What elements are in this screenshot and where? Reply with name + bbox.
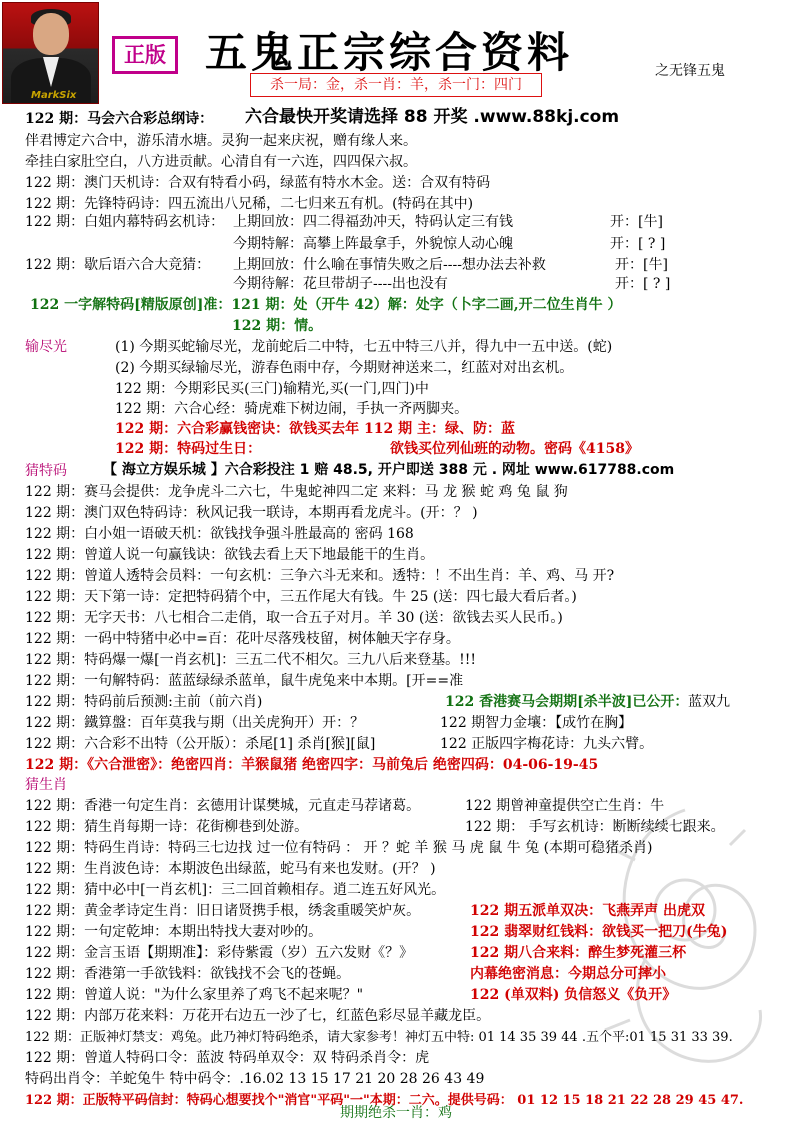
text-line: 内幕绝密消息：今期总分可摔小 <box>470 966 666 982</box>
text-line: 122 期：特码生肖诗：特码三七边找 过一位有特码 ： 开 ？蛇 羊 猴 马 虎 鼠 牛 兔 (本期可稳猪杀肖) <box>25 840 653 856</box>
text-line: 122 期：天下第一诗：定把特码猜个中，三五作尾大有钱。牛 25 (送：四七最大看后者。) <box>25 589 577 605</box>
portrait-caption: MarkSix <box>31 90 77 101</box>
authentic-stamp: 正版 <box>112 36 178 74</box>
text-line: 122 期智力金壤：【成竹在胸】 <box>440 715 633 731</box>
text-line: 122 期：白姐内幕特码玄机诗： <box>25 214 225 230</box>
text-line: 开：[ ? ] <box>610 236 666 252</box>
text-line: 122 翡翠财红钱料：欲钱买一把刀(牛兔) <box>470 924 728 940</box>
text-line: 122 期：先锋特码诗：四五流出八兄稀，二七归来五有机。(特码在其中) <box>25 196 474 212</box>
text-line: 122 一字解特码[精版原创]准：121 期：处（开牛 42）解：处字（卜字二画,开二位生肖牛 ） <box>30 297 622 313</box>
text-line: 122 期：澳门天机诗：合双有特看小码，绿蓝有特水木金。送：合双有特码 <box>25 175 491 191</box>
text-line: 122 期：特码前后预测:主前（前六肖) <box>25 694 263 710</box>
ad-banner-617788: 【 海立方娱乐城 】六合彩投注 1 赔 48.5, 开户即送 388 元 . 网址 www.617788.com <box>103 462 675 478</box>
text-line: 122 期： 手写玄机诗：断断续续七跟来。 <box>465 819 725 835</box>
text-line: 122 期：正版特平码信封：特码心想要找个"消官"平码"一"本期：二六。提供号码： 01 12 15 18 21 22 28 29 45 47. <box>25 1093 744 1108</box>
section-heading: 输尽光 <box>25 339 67 355</box>
text-line: 122 期：一码中特猪中必中=百：花叶尽落残枝留，树体触天字存身。 <box>25 631 460 647</box>
text-line: 122 期：黄金孝诗定生肖：旧日诸贤携手根，绣衾重暖笑炉灰。 <box>25 903 421 919</box>
text-line: 上期回放：四二得福劲冲天，特码认定三有钱 <box>233 214 513 230</box>
text-line: 蓝双九 <box>688 694 730 710</box>
text-line: 122 期：白小姐一语破天机：欲钱找争强斗胜最高的 密码 168 <box>25 526 414 542</box>
text-line: 122 期：曾道人说一句赢钱诀：欲钱去看上天下地最能干的生肖。 <box>25 547 435 563</box>
ad-banner-88kj: 六合最快开奖请选择 88 开奖 .www.88kj.com <box>245 107 620 127</box>
text-line: 122 期：内部万花来料：万花开右边五一沙了七，红蓝色彩尽显羊藏龙臣。 <box>25 1008 491 1024</box>
text-line: 122 期：香港一句定生肖：玄德用计谋樊城，元直走马荐诸葛。 <box>25 798 421 814</box>
text-line: 122 期：特码过生日： <box>115 441 262 457</box>
text-line: 122 期：六合彩不出特（公开版）：杀尾[1] 杀肖[猴][鼠] <box>25 736 376 752</box>
text-line: 122 期：六合心经：骑虎难下树边闹，手执一齐两脚夹。 <box>115 401 469 417</box>
text-line: 122 期：金言玉语【期期准】：彩侍紫霞（岁）五六发财《？》 <box>25 945 414 961</box>
section-heading: 猜特码 <box>25 463 67 479</box>
text-line: 122 期：一句定乾坤：本期出特找大妻对吵的。 <box>25 924 323 940</box>
author-portrait <box>2 2 99 104</box>
text-line: 开：[牛] <box>610 214 663 230</box>
text-line: 122 正版四字梅花诗：九头六臂。 <box>440 736 654 752</box>
text-line: (1) 今期买蛇输尽光，龙前蛇后二中特，七五中特三八并，得九中一五中送。(蛇) <box>115 339 613 355</box>
text-line: 开：[牛] <box>615 257 668 273</box>
text-line: 122 期：曾道人透特会员料：一句玄机：三争六斗无来和。透特：！不出生肖：羊、鸡、马 开? <box>25 568 615 584</box>
text-line: 122 期：生肖波色诗：本期波色出绿蓝，蛇马有来也发财。(开？ ) <box>25 861 436 877</box>
text-line: 特码出肖令：羊蛇兔牛 特中码令：.16.02 13 15 17 21 20 28 26 43 49 <box>25 1071 485 1087</box>
text-line: 122 期：歇后语六合大竞猜： <box>25 257 211 273</box>
text-line: 122 期：情。 <box>232 318 323 334</box>
text-line: 122 期：无字天书：八七相合二走俏，取一合五子对月。羊 30 (送：欲钱去买人民币。) <box>25 610 563 626</box>
text-line: 牵挂白家肚空白，八方进贡献。心清自有一六连，四四保六叔。 <box>25 154 417 170</box>
text-line: 开：[ ? ] <box>615 276 671 292</box>
text-line: 上期回放：什么喻在事情失败之后----想办法去补救 <box>233 257 546 273</box>
text-line: 122 期：澳门双色特码诗：秋风记我一联诗，本期再看龙虎斗。(开：？ ) <box>25 505 478 521</box>
text-line: 伴君博定六合中，游乐清水塘。灵狗一起来庆祝，赠有缘人来。 <box>25 133 417 149</box>
page-title: 五鬼正宗综合资料 <box>205 28 574 77</box>
text-line: 122 (单双料) 负信怒义《负开》 <box>470 987 677 1003</box>
text-line: 122 期：特码爆一爆[一肖玄机]：三五二代不相欠。三九八后来登基。!!! <box>25 652 476 668</box>
text-line: 122 期：一句解特码：蓝蓝绿绿杀蓝单，鼠牛虎兔来中本期。[开==准 <box>25 673 464 689</box>
kill-summary-box: 杀一局：金，杀一肖：羊，杀一门：四门 <box>250 73 542 97</box>
text-line: 122 期：马会六合彩总纲诗： <box>25 111 214 127</box>
text-line: 今期待解：花旦带胡子----出也没有 <box>233 276 448 292</box>
text-line: 期期绝杀一肖：鸡 <box>340 1105 452 1121</box>
text-line: 122 期：香港第一手欲钱料：欲钱找不会飞的苍蝇。 <box>25 966 351 982</box>
text-line: 122 期曾神童提供空亡生肖：牛 <box>465 798 665 814</box>
text-line: 欲钱买位列仙班的动物。密码《4158》 <box>390 441 639 457</box>
text-line: 122 期八合来料：醉生梦死灌三杯 <box>470 945 687 961</box>
text-line: (2) 今期买绿输尽光，游春色雨中存，今期财神送来二，红蓝对对出玄机。 <box>115 360 574 376</box>
text-line: 122 期：曾道人特码口令：蓝波 特码单双令：双 特码杀肖令：虎 <box>25 1050 430 1066</box>
text-line: 122 期：曾道人说："为什么家里养了鸡飞不起来呢？" <box>25 987 364 1003</box>
section-heading: 猜生肖 <box>25 777 67 793</box>
text-line: 122 期五派单双决：飞燕弄声 出虎双 <box>470 903 705 919</box>
author-name: 之无锋五鬼 <box>655 63 725 79</box>
text-line: 122 期：猜中必中[一肖玄机]：三二回首赖相存。逍二连五好风光。 <box>25 882 446 898</box>
text-line: 122 期：今期彩民买(三门)输精光,买(一门,四门)中 <box>115 381 429 397</box>
text-line: 122 期：赛马会提供：龙争虎斗二六七，牛鬼蛇神四二定 来料：马 龙 猴 蛇 鸡 兔 鼠 狗 <box>25 484 568 500</box>
text-line: 122 期：《六合泄密》：绝密四肖：羊猴鼠猪 绝密四字：马前兔后 绝密四码：04-06-19-45 <box>25 757 599 773</box>
text-line: 122 期：六合彩赢钱密诀：欲钱买去年 112 期 主：绿、防：蓝 <box>115 421 515 437</box>
text-line: 122 期：猜生肖每期一诗：花街柳巷到处游。 <box>25 819 309 835</box>
text-line: 122 期：正版神灯禁支：鸡兔。此乃神灯特码绝杀，请大家参考！神灯五中特: 01 14 35 39 44 .五个平:01 15 31 33 39. <box>25 1030 733 1045</box>
text-line: 122 期：鐵算盤：百年莫我与期（出关虎狗开）开：？ <box>25 715 365 731</box>
text-line: 今期特解：高攀上阵最拿手，外貌惊人动心魄 <box>233 236 513 252</box>
text-line: 122 香港赛马会期期[杀半波]已公开： <box>445 694 689 710</box>
